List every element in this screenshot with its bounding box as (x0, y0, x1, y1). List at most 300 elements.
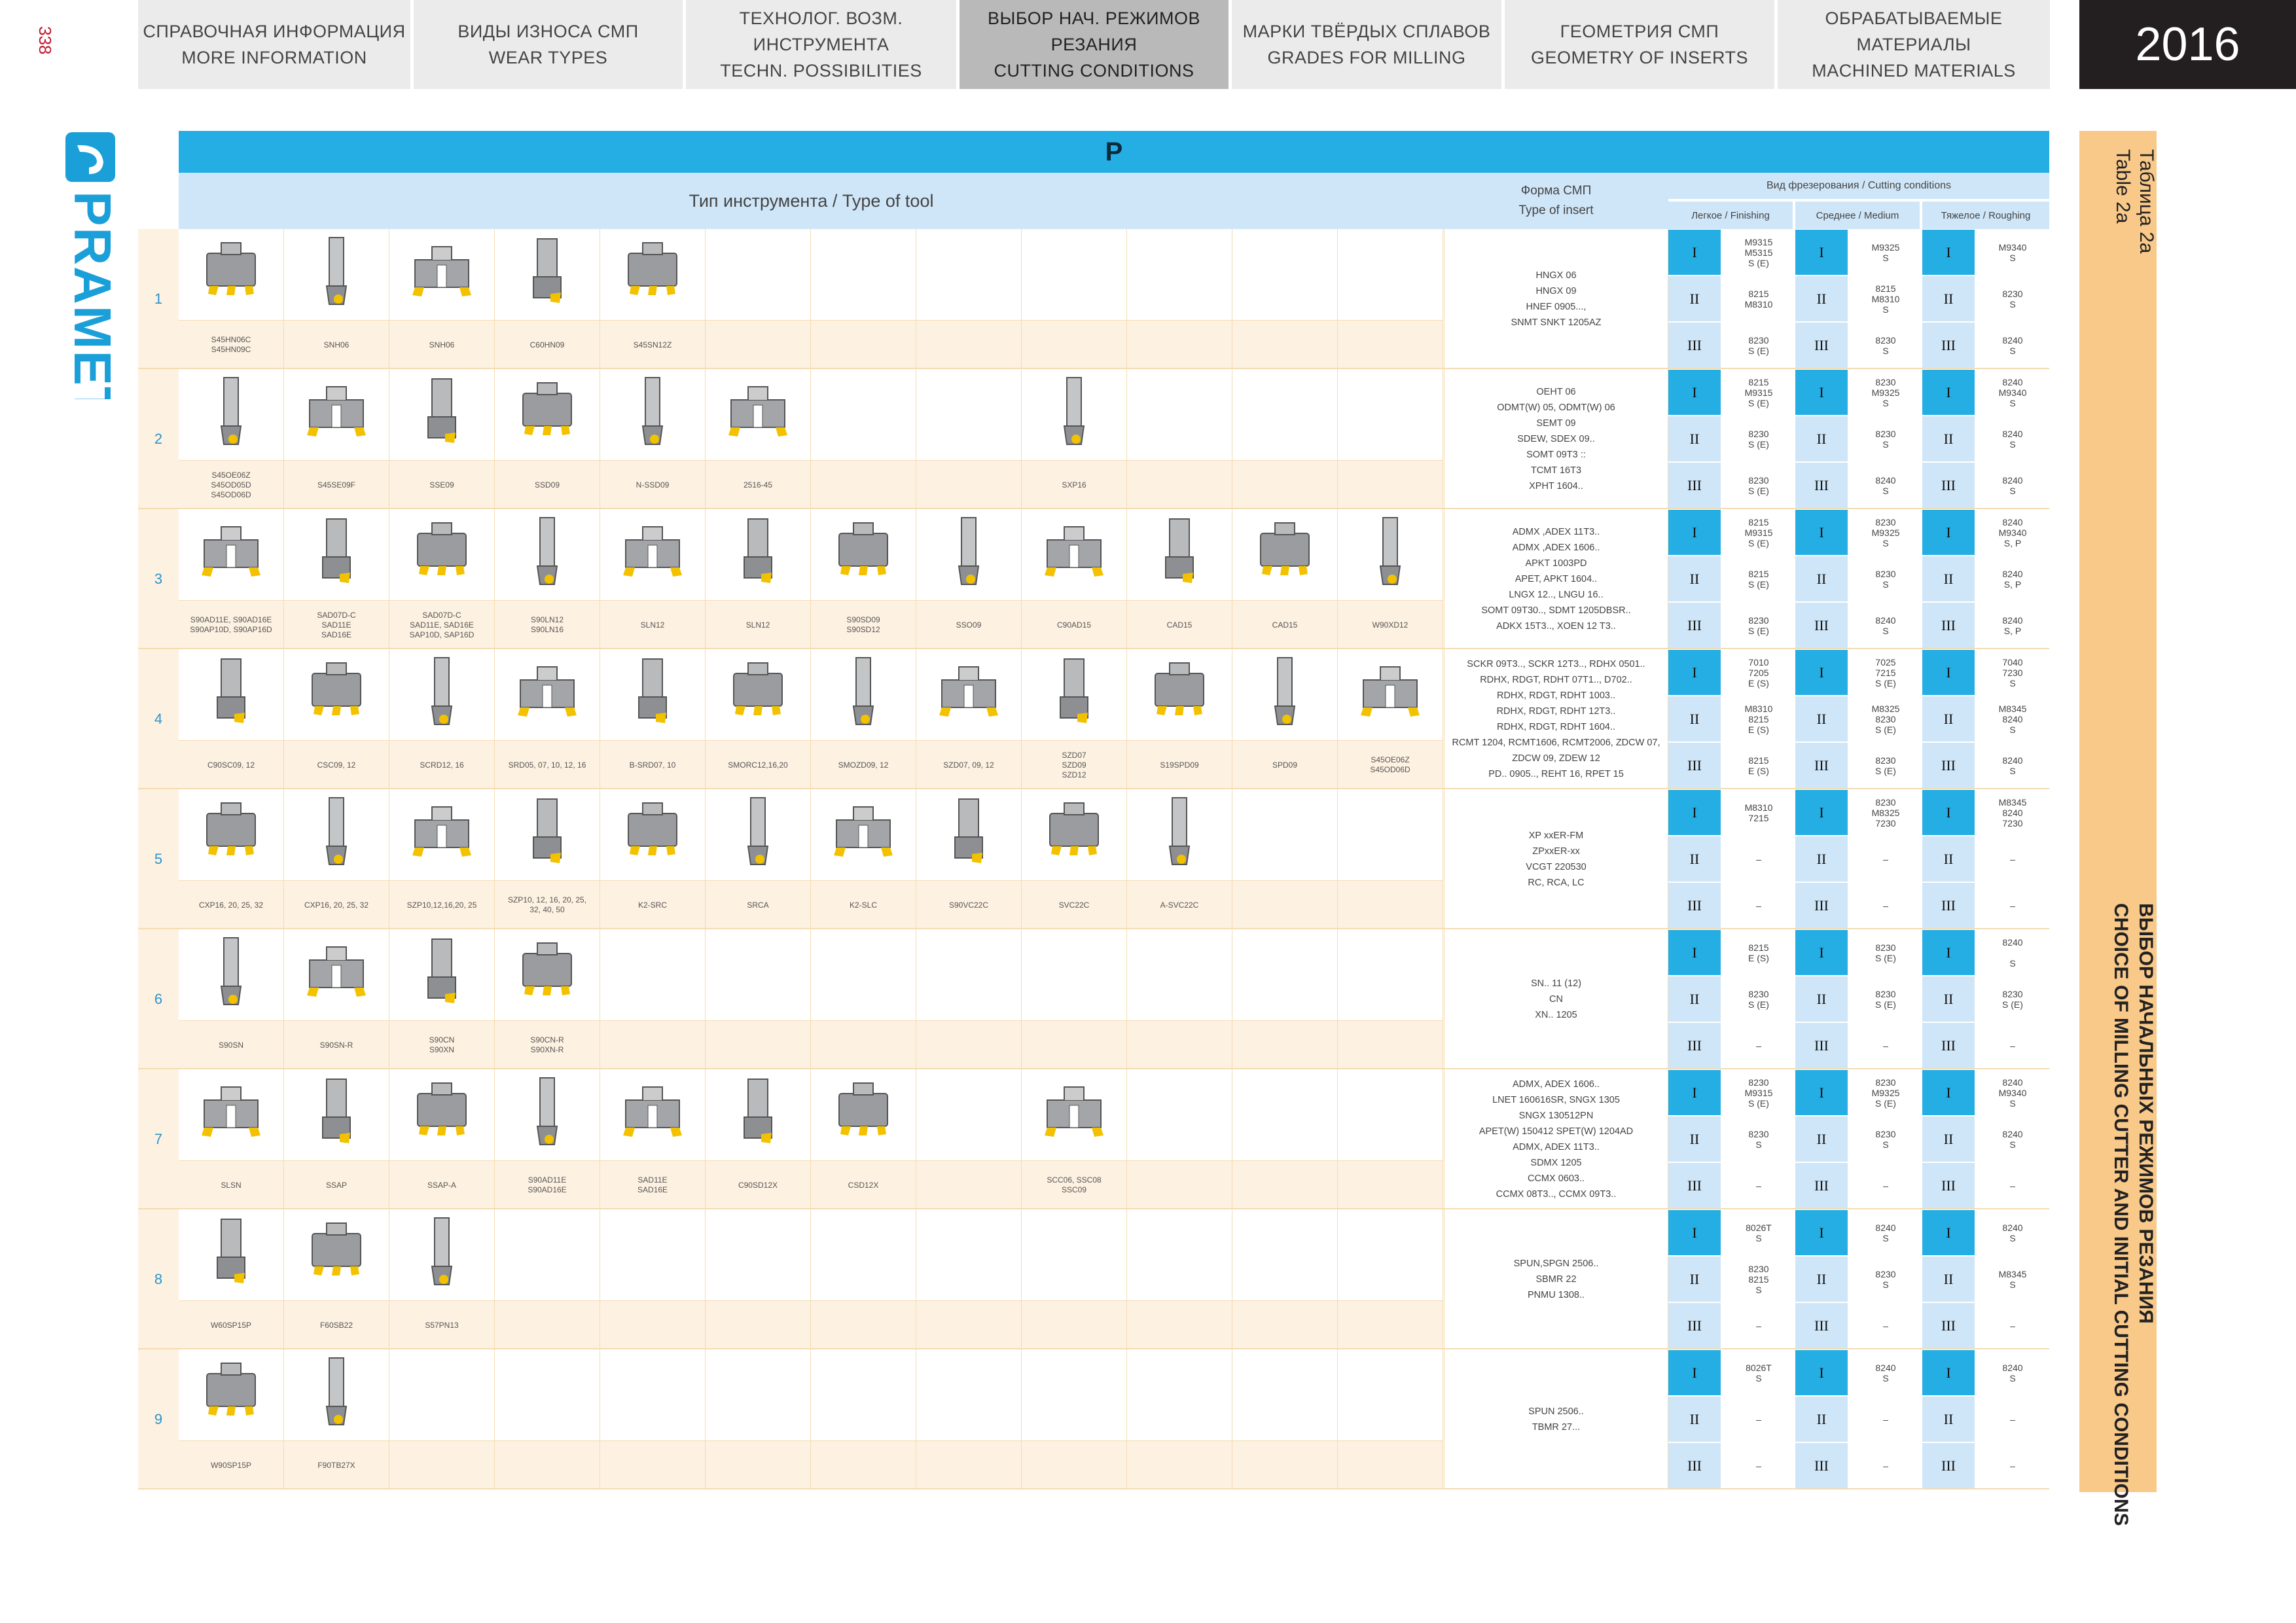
tool-code-label: S45HN06C S45HN09C (179, 321, 284, 369)
tool-code-label (1232, 1161, 1338, 1209)
milling-cutter-icon (406, 1214, 478, 1296)
tool-code-label: S90SN-R (284, 1021, 389, 1069)
milling-cutter-icon (617, 374, 689, 455)
milling-cutter-icon (195, 514, 267, 596)
milling-cutter-icon (1143, 514, 1215, 596)
level-cell: I (1668, 650, 1721, 695)
milling-cutter-icon (195, 374, 267, 455)
level-cell: III (1922, 1163, 1975, 1208)
tool-image-cell (706, 1069, 811, 1161)
grade-cell: 8230 S (1875, 1268, 1896, 1290)
grade-cell: – (1883, 900, 1888, 911)
level-cell: I (1922, 1210, 1975, 1255)
level-cell: III (1795, 1023, 1848, 1068)
grade-cell: M8345 S (1998, 1268, 2027, 1290)
year-badge: 2016 (2079, 0, 2296, 89)
tool-code-label: S90VC22C (916, 881, 1022, 929)
tool-code-label (1127, 1441, 1232, 1489)
grade-cell: 8230 S (E) (1748, 428, 1769, 450)
level-cell: III (1922, 463, 1975, 508)
tool-image-cell (811, 1069, 916, 1161)
grade-cell: 8240 S (2002, 755, 2023, 776)
level-cell: III (1922, 743, 1975, 788)
tool-image-cell (1338, 1069, 1443, 1161)
grade-cell: 8240 S (1875, 474, 1896, 496)
grade-cell: 8230 S (E) (1875, 942, 1896, 963)
tool-image-cell (1232, 369, 1338, 461)
grade-cell: 8240 M9340 S (1998, 376, 2027, 408)
grade-cell: 8230 8215 S (1748, 1263, 1769, 1295)
tool-image-cell (1127, 1069, 1232, 1161)
tool-code-label (916, 1161, 1022, 1209)
milling-cutter-icon (1143, 794, 1215, 876)
level-cell: I (1668, 510, 1721, 555)
tool-code-label: C90AD15 (1022, 601, 1127, 649)
tab-machined-materials[interactable]: ОБРАБАТЫВАЕМЫЕ МАТЕРИАЛЫ MACHINED MATERIALS (1778, 0, 2050, 89)
grade-cell: 8240 S (1875, 1222, 1896, 1243)
milling-cutter-icon (195, 1214, 267, 1296)
grade-cell: 8240 S (2002, 474, 2023, 496)
tool-image-cell (706, 789, 811, 881)
milling-cutter-icon (617, 1074, 689, 1156)
insert-type-list: SPUN 2506.. TBMR 27... (1444, 1349, 1668, 1489)
tool-code-label: W90SP15P (179, 1441, 284, 1489)
grade-cell: 8215 M8310 S (1871, 283, 1900, 315)
level-cell: II (1795, 556, 1848, 601)
tool-image-cell (1338, 649, 1443, 741)
tool-image-cell (600, 789, 706, 881)
tool-image-cell (495, 1209, 600, 1301)
row-divider (138, 1488, 2049, 1489)
level-cell: I (1668, 1210, 1721, 1255)
level-cell: II (1795, 976, 1848, 1022)
row-number: 5 (138, 789, 179, 929)
tool-code-label: S90LN12 S90LN16 (495, 601, 600, 649)
milling-cutter-icon (827, 514, 899, 596)
level-cell: II (1922, 836, 1975, 882)
tool-image-cell (179, 369, 284, 461)
tool-image-cell (1127, 1209, 1232, 1301)
tool-image-cell (495, 1069, 600, 1161)
tool-code-label (1022, 1301, 1127, 1349)
tool-code-label: SSD09 (495, 461, 600, 509)
grade-cell: – (1883, 1320, 1888, 1331)
tool-code-label: SAD07D-C SAD11E SAD16E (284, 601, 389, 649)
row-number: 1 (138, 229, 179, 369)
level-cell: III (1668, 883, 1721, 928)
tool-code-label: S45OE06Z S45OD06D (1338, 741, 1443, 789)
level-cell: II (1668, 836, 1721, 882)
tool-image-cell (179, 1349, 284, 1441)
tool-image-cell (179, 1069, 284, 1161)
tool-code-label (1338, 321, 1443, 369)
tool-image-cell (389, 509, 495, 601)
tool-code-label: S45OE06Z S45OD05D S45OD06D (179, 461, 284, 509)
grade-cell: M8345 8240 S (1998, 703, 2027, 735)
tool-image-cell (1338, 369, 1443, 461)
tool-image-cell (1232, 1209, 1338, 1301)
tool-code-label: 2516-45 (706, 461, 811, 509)
level-cell: II (1922, 976, 1975, 1022)
level-cell: II (1795, 1257, 1848, 1302)
grade-cell: 8230 S (1875, 334, 1896, 356)
tool-image-cell (1338, 1349, 1443, 1441)
milling-cutter-icon (722, 374, 794, 455)
table-row (138, 1069, 2049, 1209)
level-cell: III (1922, 323, 1975, 368)
tool-code-label: SZD07, 09, 12 (916, 741, 1022, 789)
tool-code-label (706, 1441, 811, 1489)
level-cell: I (1668, 790, 1721, 835)
tool-image-cell (811, 1209, 916, 1301)
tab-grades-for-milling[interactable]: МАРКИ ТВЁРДЫХ СПЛАВОВ GRADES FOR MILLING (1232, 0, 1501, 89)
tool-code-label: SAD07D-C SAD11E, SAD16E SAP10D, SAP16D (389, 601, 495, 649)
tool-code-label (1127, 321, 1232, 369)
row-number: 7 (138, 1069, 179, 1209)
tool-code-label: S90SD09 S90SD12 (811, 601, 916, 649)
tool-image-cell (600, 929, 706, 1021)
tool-code-label (706, 1021, 811, 1069)
milling-cutter-icon (195, 934, 267, 1016)
grade-cell: 8215 M8310 (1744, 288, 1773, 310)
level-cell: III (1795, 323, 1848, 368)
tool-image-cell (1232, 509, 1338, 601)
tool-code-label (1232, 321, 1338, 369)
tool-image-cell (811, 1349, 916, 1441)
tool-code-label (600, 1441, 706, 1489)
level-cell: III (1795, 883, 1848, 928)
grade-cell: M9315 M5315 S (E) (1744, 236, 1773, 268)
tool-code-label (1338, 1441, 1443, 1489)
milling-cutter-icon (1038, 1074, 1110, 1156)
tool-code-label: SSAP-A (389, 1161, 495, 1209)
tool-code-label (1232, 461, 1338, 509)
tool-code-label: C60HN09 (495, 321, 600, 369)
level-cell: II (1795, 1397, 1848, 1442)
milling-cutter-icon (511, 1074, 583, 1156)
level-cell: I (1795, 510, 1848, 555)
tool-image-cell (916, 649, 1022, 741)
level-cell: III (1795, 603, 1848, 648)
tool-image-cell (916, 1069, 1022, 1161)
mode-roughing-header: Тяжелое / Roughing (1922, 202, 2049, 229)
tool-code-label: SLSN (179, 1161, 284, 1209)
tool-code-label (1127, 1021, 1232, 1069)
grade-cell: 8230 S (E) (2002, 988, 2023, 1010)
tool-image-cell (284, 509, 389, 601)
grade-cell: M9340 S (1998, 241, 2027, 263)
tool-code-label (811, 321, 916, 369)
level-cell: I (1668, 370, 1721, 415)
tool-code-label: C90SC09, 12 (179, 741, 284, 789)
level-cell: I (1922, 230, 1975, 275)
milling-cutter-icon (617, 234, 689, 315)
milling-cutter-icon (1354, 654, 1426, 736)
level-cell: III (1668, 1443, 1721, 1488)
tool-image-cell (179, 789, 284, 881)
insert-type-list: ADMX, ADEX 1606.. LNET 160616SR, SNGX 1305 SNGX 130512PN APET(W) 150412 SPET(W) 1204AD ADMX, ADEX 11T3.. SDMX 1205 CCMX 0603.. CCMX 08T3.., CCMX 09T3.. (1444, 1069, 1668, 1209)
table-row (138, 929, 2049, 1069)
cutting-mode-header: Вид фрезерования / Cutting conditions (1668, 173, 2049, 199)
milling-cutter-icon (406, 1074, 478, 1156)
tool-image-cell (1338, 229, 1443, 321)
grade-cell: – (1883, 1180, 1888, 1191)
tool-code-label (916, 1301, 1022, 1349)
tool-code-label: SRCA (706, 881, 811, 929)
level-cell: II (1668, 1397, 1721, 1442)
level-cell: I (1922, 790, 1975, 835)
milling-cutter-icon (1038, 794, 1110, 876)
level-cell: II (1668, 416, 1721, 461)
grade-cell: 8240 S (1875, 1362, 1896, 1383)
tool-image-cell (284, 369, 389, 461)
tool-code-label (916, 321, 1022, 369)
tool-image-cell (284, 1349, 389, 1441)
tool-code-label (706, 321, 811, 369)
grade-cell: 8026T S (1746, 1222, 1772, 1243)
grade-cell: 8230 S (E) (1875, 988, 1896, 1010)
tool-image-cell (284, 1209, 389, 1301)
grade-cell: 8240 S (1875, 615, 1896, 636)
grade-cell: 8230 S (E) (1748, 615, 1769, 636)
grade-cell: M8345 8240 7230 (1998, 796, 2027, 829)
milling-cutter-icon (406, 934, 478, 1016)
grade-cell: 7010 7205 E (S) (1748, 656, 1769, 688)
tool-image-cell (495, 369, 600, 461)
grade-cell: – (2010, 853, 2015, 865)
grade-cell: – (2010, 900, 2015, 911)
level-cell: III (1668, 743, 1721, 788)
milling-cutter-icon (933, 794, 1005, 876)
side-title-band (2079, 131, 2157, 1526)
tool-image-cell (706, 1349, 811, 1441)
tool-code-label: S90AD11E S90AD16E (495, 1161, 600, 1209)
level-cell: I (1795, 370, 1848, 415)
milling-cutter-icon (300, 374, 372, 455)
tool-image-cell (1232, 789, 1338, 881)
milling-cutter-icon (617, 514, 689, 596)
tool-code-label: W90XD12 (1338, 601, 1443, 649)
tool-code-label: S90AD11E, S90AD16E S90AP10D, S90AP16D (179, 601, 284, 649)
milling-cutter-icon (300, 934, 372, 1016)
milling-cutter-icon (722, 794, 794, 876)
grade-cell: 8240 M9340 S, P (1998, 516, 2027, 548)
level-cell: II (1795, 696, 1848, 741)
level-cell: III (1795, 1443, 1848, 1488)
tool-code-label: CSC09, 12 (284, 741, 389, 789)
level-cell: I (1795, 1210, 1848, 1255)
grade-cell: 8240 S (2002, 334, 2023, 356)
milling-cutter-icon (300, 1354, 372, 1436)
table-number-ru: Таблица 2a (2136, 149, 2157, 254)
tool-image-cell (600, 1209, 706, 1301)
tool-code-label: SZP10,12,16,20, 25 (389, 881, 495, 929)
tab-techn-possibilities[interactable]: ТЕХНОЛОГ. ВОЗМ. ИНСТРУМЕНТА TECHN. POSSIBILITIES (686, 0, 956, 89)
tool-image-cell (916, 229, 1022, 321)
tool-code-label: S90CN S90XN (389, 1021, 495, 1069)
tool-code-label (916, 461, 1022, 509)
tool-image-cell (495, 509, 600, 601)
milling-cutter-icon (1038, 654, 1110, 736)
tool-code-label: SXP16 (1022, 461, 1127, 509)
grade-cell: – (2010, 1180, 2015, 1191)
tool-code-label (811, 1021, 916, 1069)
grade-cell: 8240 S (2002, 1362, 2023, 1383)
tool-code-label: S57PN13 (389, 1301, 495, 1349)
tool-code-label: SRD05, 07, 10, 12, 16 (495, 741, 600, 789)
tool-code-label (1022, 1441, 1127, 1489)
level-cell: III (1795, 743, 1848, 788)
tool-image-cell (495, 229, 600, 321)
tool-image-cell (811, 229, 916, 321)
tool-code-label: CXP16, 20, 25, 32 (179, 881, 284, 929)
milling-cutter-icon (300, 514, 372, 596)
grade-cell: 7040 7230 S (2002, 656, 2023, 688)
level-cell: II (1668, 976, 1721, 1022)
tab-geometry-of-inserts[interactable]: ГЕОМЕТРИЯ СМП GEOMETRY OF INSERTS (1505, 0, 1774, 89)
milling-cutter-icon (195, 654, 267, 736)
row-number: 9 (138, 1349, 179, 1489)
level-cell: II (1795, 416, 1848, 461)
tool-image-cell (1022, 789, 1127, 881)
tool-code-label: SAD11E SAD16E (600, 1161, 706, 1209)
tool-code-label: F90TB27X (284, 1441, 389, 1489)
level-cell: I (1922, 510, 1975, 555)
level-cell: II (1922, 1257, 1975, 1302)
tool-code-label (495, 1301, 600, 1349)
tool-code-label: SSAP (284, 1161, 389, 1209)
grade-cell: 8240 M9340 S (1998, 1077, 2027, 1109)
tool-code-label (1022, 321, 1127, 369)
tool-image-cell (916, 929, 1022, 1021)
grade-cell: – (1756, 1460, 1761, 1471)
level-cell: I (1922, 1350, 1975, 1395)
tool-image-cell (389, 1209, 495, 1301)
tool-image-cell (600, 1349, 706, 1441)
tool-image-cell (1232, 1069, 1338, 1161)
tool-image-cell (811, 649, 916, 741)
tool-image-cell (916, 1349, 1022, 1441)
grade-cell: 8230 M9325 S (E) (1871, 1077, 1900, 1109)
milling-cutter-icon (1038, 514, 1110, 596)
level-cell: I (1795, 1070, 1848, 1115)
tool-code-label: CAD15 (1127, 601, 1232, 649)
tool-image-cell (1127, 229, 1232, 321)
level-cell: II (1922, 556, 1975, 601)
cutting-conditions-table (138, 131, 2049, 1492)
grade-cell: – (1756, 1180, 1761, 1191)
milling-cutter-icon (406, 234, 478, 315)
tool-image-cell (916, 509, 1022, 601)
grade-cell: 8230 S (1875, 568, 1896, 590)
insert-type-list: SPUN,SPGN 2506.. SBMR 22 PNMU 1308.. (1444, 1209, 1668, 1349)
tool-image-cell (811, 929, 916, 1021)
grade-cell: – (1883, 1040, 1888, 1051)
tool-code-label: SPD09 (1232, 741, 1338, 789)
tool-code-label: A-SVC22C (1127, 881, 1232, 929)
tool-code-label (1338, 881, 1443, 929)
milling-cutter-icon (722, 514, 794, 596)
tool-code-label: CXP16, 20, 25, 32 (284, 881, 389, 929)
tool-image-cell (389, 369, 495, 461)
milling-cutter-icon (511, 514, 583, 596)
tool-code-label: SCRD12, 16 (389, 741, 495, 789)
milling-cutter-icon (827, 654, 899, 736)
level-cell: III (1922, 883, 1975, 928)
tool-image-cell (495, 649, 600, 741)
table-row (138, 649, 2049, 789)
milling-cutter-icon (1249, 654, 1321, 736)
table-number-en: Table 2a (2112, 149, 2134, 224)
level-cell: II (1922, 696, 1975, 741)
tool-image-cell (1232, 1349, 1338, 1441)
tool-image-cell (600, 1069, 706, 1161)
tool-image-cell (706, 1209, 811, 1301)
tool-code-label (1232, 1021, 1338, 1069)
tool-image-cell (389, 1349, 495, 1441)
table-row (138, 369, 2049, 509)
grade-cell: – (1883, 853, 1888, 865)
row-number: 2 (138, 369, 179, 509)
tool-code-label: B-SRD07, 10 (600, 741, 706, 789)
grade-cell: – (1756, 1040, 1761, 1051)
level-cell: III (1922, 1303, 1975, 1348)
tool-code-label (1022, 1021, 1127, 1069)
grade-cell: 8215 M9315 S (E) (1744, 516, 1773, 548)
level-cell: I (1922, 370, 1975, 415)
level-cell: II (1668, 696, 1721, 741)
tool-code-label (1127, 1161, 1232, 1209)
tool-code-label: SCC06, SSC08 SSC09 (1022, 1161, 1127, 1209)
tool-code-label: SSE09 (389, 461, 495, 509)
insert-type-header: Форма СМП Type of insert (1444, 173, 1668, 229)
tool-image-cell (1127, 649, 1232, 741)
row-number: 6 (138, 929, 179, 1069)
tool-image-cell (1022, 929, 1127, 1021)
grade-cell: 8230 S (2002, 288, 2023, 310)
tool-code-label (1338, 1161, 1443, 1209)
level-cell: III (1668, 1303, 1721, 1348)
tool-code-label: SZP10, 12, 16, 20, 25, 32, 40, 50 (495, 881, 600, 929)
milling-cutter-icon (511, 934, 583, 1016)
grade-cell: – (2010, 1414, 2015, 1425)
tool-image-cell (389, 789, 495, 881)
tool-image-cell (1127, 509, 1232, 601)
tab-cutting-conditions[interactable]: ВЫБОР НАЧ. РЕЖИМОВ РЕЗАНИЯ CUTTING CONDITIONS (960, 0, 1229, 89)
tab-wear-types[interactable]: ВИДЫ ИЗНОСА СМП WEAR TYPES (414, 0, 683, 89)
level-cell: I (1795, 930, 1848, 975)
grade-cell: 8230 S (E) (1875, 755, 1896, 776)
tool-image-cell (600, 369, 706, 461)
grade-cell: M8325 8230 S (E) (1871, 703, 1900, 735)
insert-type-list: SCKR 09T3.., SCKR 12T3.., RDHX 0501.. RDHX, RDGT, RDHT 07T1.., D702.. RDHX, RDGT, RDHT 1003.. RDHX, RDGT, RDHT 12T3.. RDHX, RDGT, RDHT 1604.. RCMT 1204, RCMT1606, RCMT2006, ZDCW 07, ZDCW 09, ZDEW 12 PD.. 0905.., REHT 16, RPET 15 (1444, 649, 1668, 789)
tab-more-information[interactable]: СПРАВОЧНАЯ ИНФОРМАЦИЯ MORE INFORMATION (138, 0, 410, 89)
tool-image-cell (389, 929, 495, 1021)
level-cell: III (1668, 323, 1721, 368)
milling-cutter-icon (406, 654, 478, 736)
milling-cutter-icon (722, 654, 794, 736)
grade-cell: 8026T S (1746, 1362, 1772, 1383)
row-number: 8 (138, 1209, 179, 1349)
tool-code-label: S90CN-R S90XN-R (495, 1021, 600, 1069)
milling-cutter-icon (722, 1074, 794, 1156)
milling-cutter-icon (195, 794, 267, 876)
tool-image-cell (179, 649, 284, 741)
tool-code-label (600, 1021, 706, 1069)
tool-image-cell (1022, 1069, 1127, 1161)
level-cell: II (1922, 276, 1975, 321)
grade-cell: 8215 M9315 S (E) (1744, 376, 1773, 408)
